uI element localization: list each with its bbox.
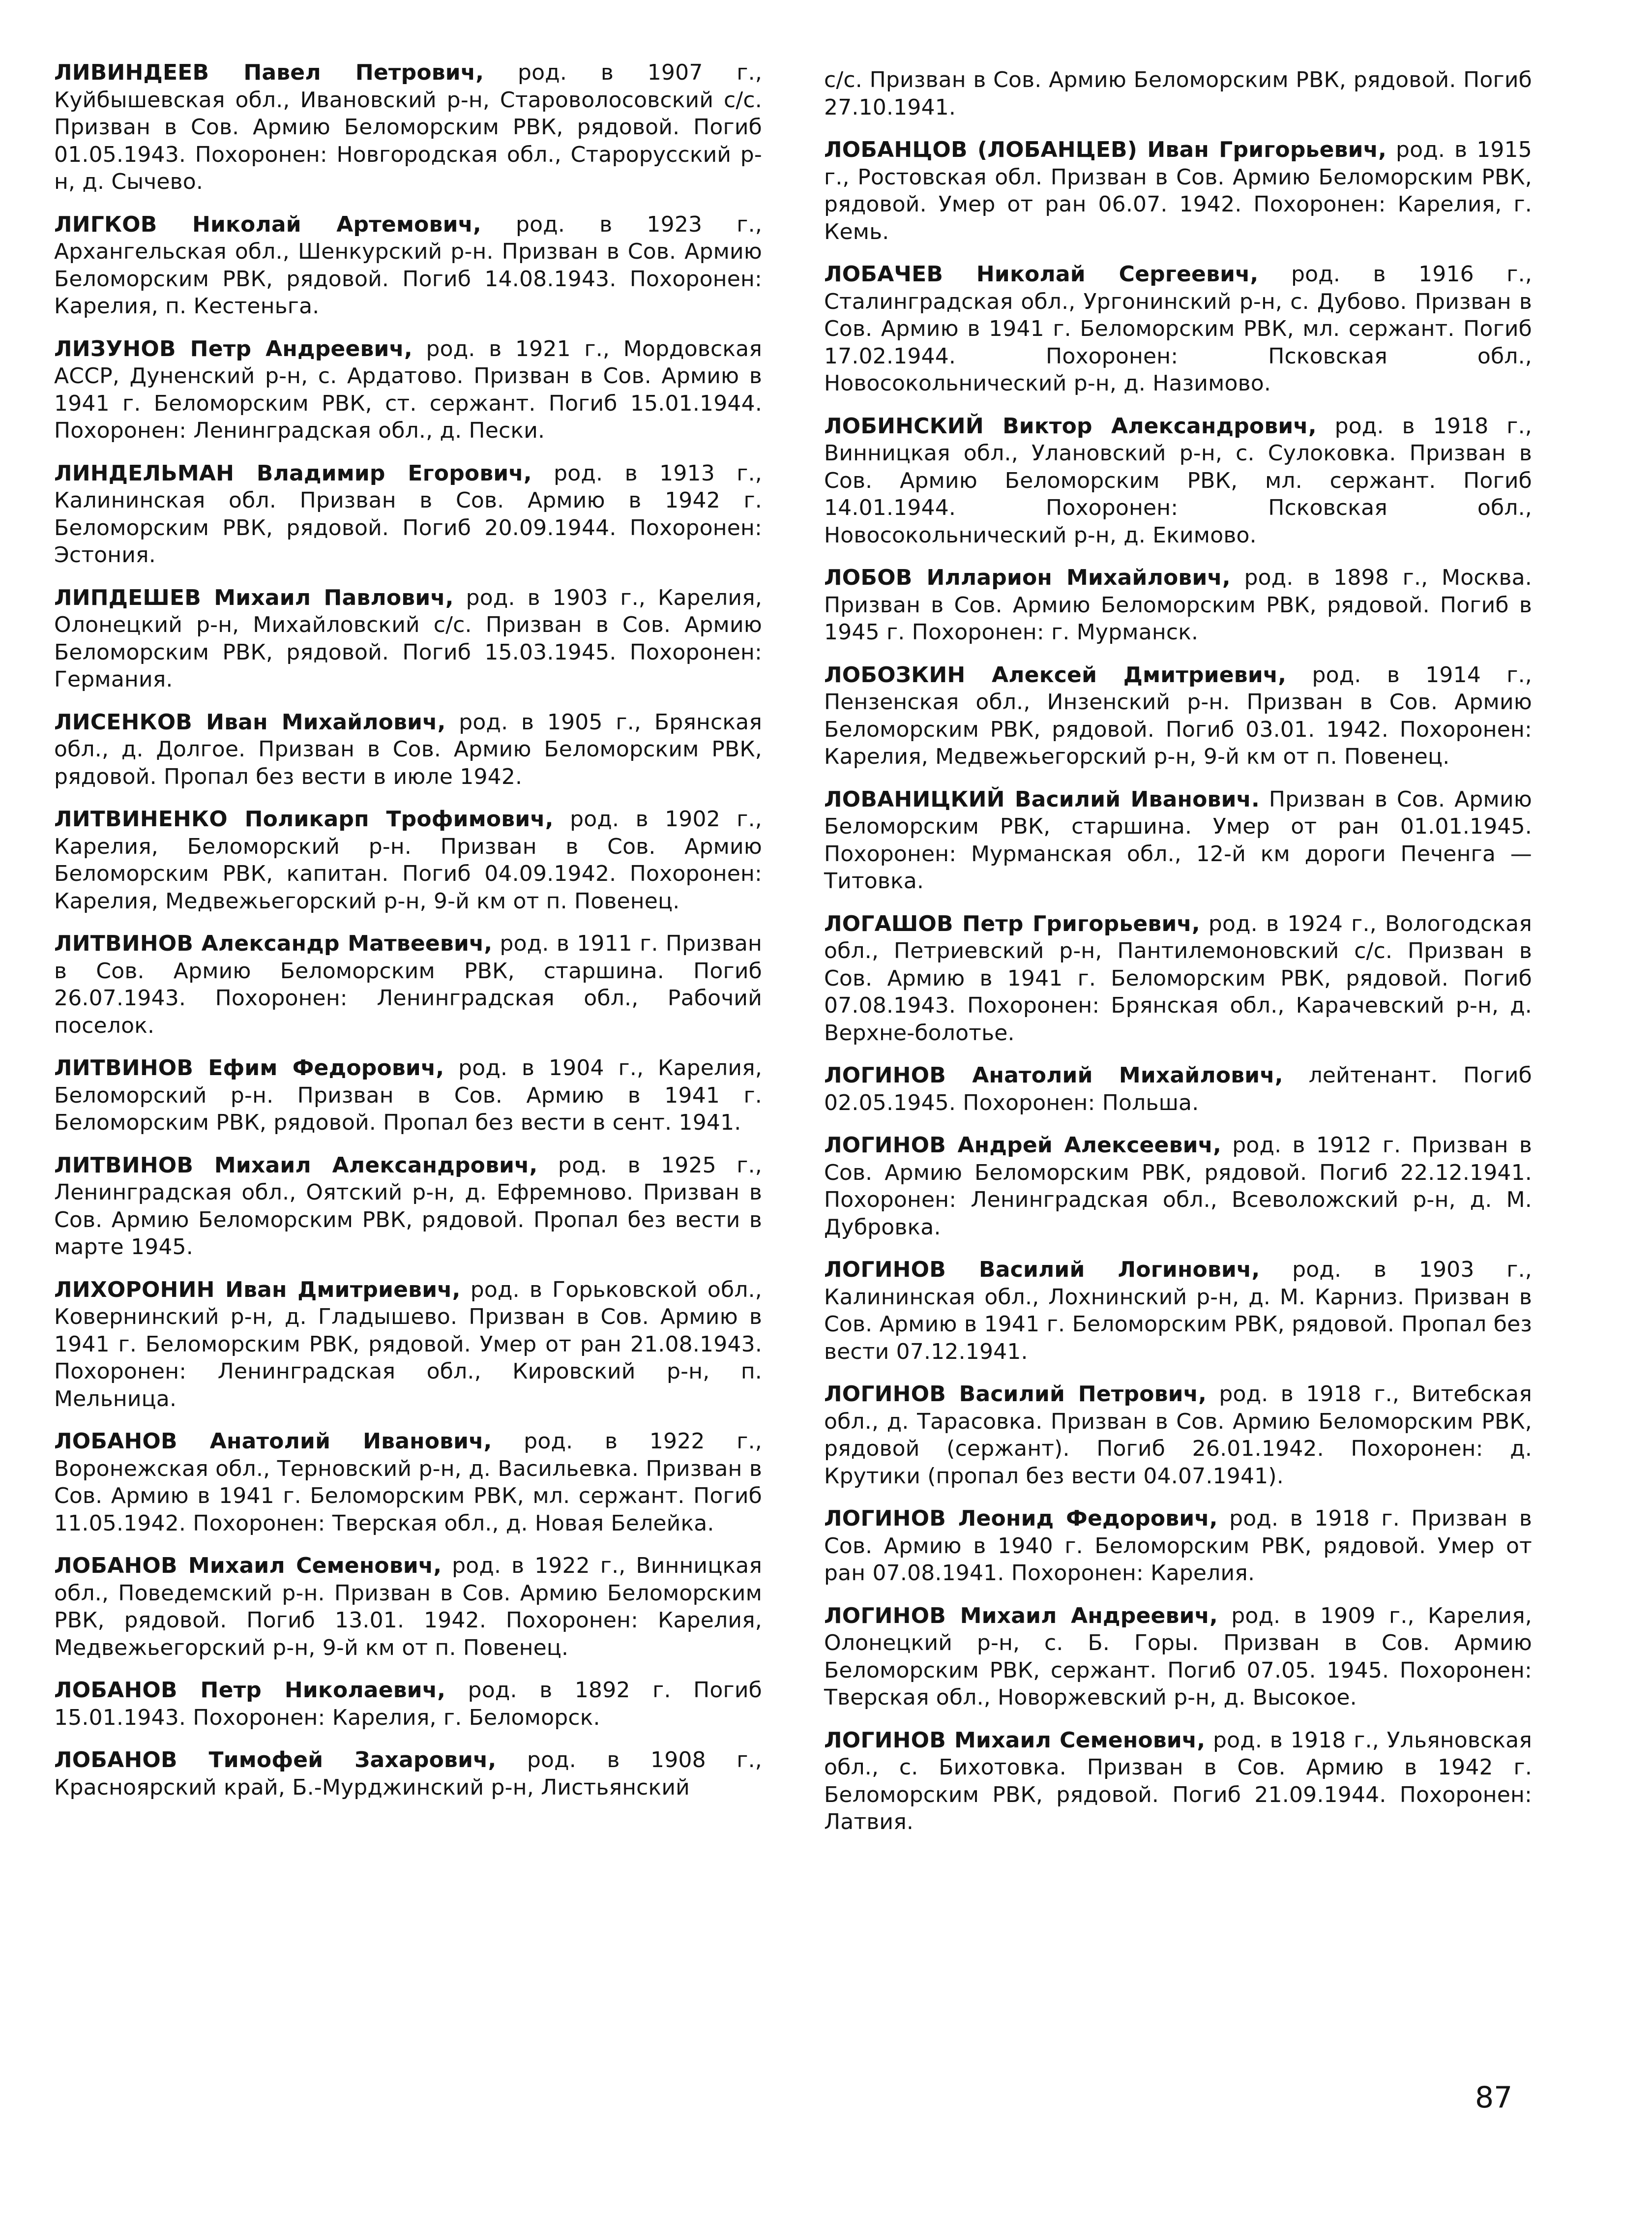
entry-text: род. в 1905 г., Брянская обл., д. Долгое. Призван в Сов. Армию Беломорским РВК, рядовой. Пропал без вести в июле 1942. [54,709,762,789]
person-name: ЛОГИНОВ Леонид Федорович, [824,1506,1218,1531]
person-name: ЛИСЕНКОВ Иван Михайлович, [54,709,446,735]
entry-text: род. в 1921 г., Мордовская АССР, Дуненский р-н, с. Ардатово. Призван в Сов. Армию в 1941 г. Беломорским РВК, ст. сержант. Погиб 15.01.1944. Похоронен: Ленинградская обл., д. Пески. [54,336,763,443]
entry-text: род. в 1908 г., Красноярский край, Б.-Мурджинский р-н, Листьянский [54,1747,762,1800]
person-name: ЛИХОРОНИН Иван Дмитриевич, [54,1277,461,1302]
biography-entry [824,786,1532,895]
person-name: ЛИГКОВ Николай Артемович, [54,211,481,237]
entry-text: род. в 1909 г., Карелия, Олонецкий р-н, с. Б. Горы. Призван в Сов. Армию Беломорским РВК, сержант. Погиб 07.05. 1945. Похоронен: Тверская обл., Новоржевский р-н, д. Высокое. [824,1603,1532,1710]
biography-entry [54,1746,762,1801]
person-name: ЛОГАШОВ Петр Григорьевич, [824,911,1200,936]
biography-entry [54,335,762,445]
biography-entry [824,136,1532,245]
biography-entry [54,211,762,320]
biography-entry [824,661,1532,771]
entry-text: род. в 1907 г., Куйбышевская обл., Ивановский р-н, Староволосовский с/с. Призван в Сов. Армию Беломорским РВК, рядовой. Погиб 01.05.1943. Похоронен: Новгородская обл., Старорусский р-н, д. Сычево. [54,60,763,194]
person-name: ЛОГИНОВ Василий Петрович, [824,1382,1207,1407]
person-name: ЛОБАНОВ Михаил Семенович, [54,1553,442,1578]
person-name: ЛОГИНОВ Михаил Семенович, [824,1727,1206,1753]
biography-entry [54,59,762,196]
person-name: ЛИВИНДЕЕВ Павел Петрович, [54,60,484,85]
page-number: 87 [1475,2080,1513,2115]
entry-text: род. в 1902 г., Карелия, Беломорский р-н. Призван в Сов. Армию Беломорским РВК, капитан. Погиб 04.09.1942. Похоронен: Карелия, Медвежьегорский р-н, 9-й км от п. Повенец. [54,807,762,914]
entry-text: род. в 1925 г., Ленинградская обл., Оятский р-н, д. Ефремново. Призван в Сов. Армию Беломорским РВК, рядовой. Пропал без вести в марте 1945. [54,1152,762,1260]
entry-text: род. в 1911 г. Призван в Сов. Армию Беломорским РВК, старшина. Погиб 26.07.1943. Похоронен: Ленинградская обл., Рабочий поселок. [54,931,762,1038]
person-name: ЛОБОЗКИН Алексей Дмитриевич, [824,662,1287,688]
person-name: ЛИТВИНЕНКО Поликарп Трофимович, [54,807,554,832]
person-name: ЛИПДЕШЕВ Михаил Павлович, [54,585,454,610]
biography-entry [54,1428,762,1537]
biography-entry [54,1276,762,1413]
entry-text: род. в 1918 г. Призван в Сов. Армию в 1940 г. Беломорским РВК, рядовой. Умер от ран 07.08.1941. Похоронен: Карелия. [824,1506,1532,1586]
person-name: ЛИТВИНОВ Михаил Александрович, [54,1152,538,1178]
biography-entry [54,930,762,1039]
biography-entry [824,1256,1532,1365]
biography-entry [824,413,1532,549]
person-name: ЛИТВИНОВ Александр Матвеевич, [54,931,493,956]
entry-text: род. в Горьковской обл., Ковернинский р-н, д. Гладышево. Призван в Сов. Армию в 1941 г. Беломорским РВК, рядовой. Умер от ран 21.08.1943. Похоронен: Ленинградская обл., Кировский р-н, п. Мельница. [54,1277,762,1412]
entry-text: род. в 1903 г., Карелия, Олонецкий р-н, Михайловский с/с. Призван в Сов. Армию Беломорским РВК, рядовой. Погиб 15.03.1945. Похоронен: Германия. [54,585,762,692]
right-column [824,66,1532,1851]
entry-text: род. в 1918 г., Ульяновская обл., с. Бихотовка. Призван в Сов. Армию в 1942 г. Беломорским РВК, рядовой. Погиб 21.09.1944. Похоронен: Латвия. [824,1727,1532,1834]
entry-text: род. в 1915 г., Ростовская обл. Призван в Сов. Армию Беломорским РВК, рядовой. Умер от ран 06.07. 1942. Похоронен: Карелия, г. Кемь. [824,137,1533,244]
biography-entry [54,1552,762,1661]
entry-text: род. в 1903 г., Калининская обл., Лохнинский р-н, д. М. Карниз. Призван в Сов. Армию в 1941 г. Беломорским РВК, рядовой. Пропал без вести 07.12.1941. [824,1257,1532,1364]
person-name: ЛОГИНОВ Анатолий Михайлович, [824,1063,1283,1088]
person-name: ЛОВАНИЦКИЙ Василий Иванович. [824,786,1260,812]
biography-entry [54,806,762,915]
person-name: ЛОГИНОВ Андрей Алексеевич, [824,1133,1221,1158]
biography-entry [824,261,1532,397]
entry-text: Призван в Сов. Армию Беломорским РВК, старшина. Умер от ран 01.01.1945. Похоронен: Мурманская обл., 12-й км дороги Печенга — Титовка. [824,786,1532,894]
entry-text: род. в 1914 г., Пензенская обл., Инзенский р-н. Призван в Сов. Армию Беломорским РВК, рядовой. Погиб 03.01. 1942. Похоронен: Карелия, Медвежьегорский р-н, 9-й км от п. Повенец. [824,662,1532,769]
entry-text: род. в 1918 г., Витебская обл., д. Тарасовка. Призван в Сов. Армию Беломорским РВК, рядовой (сержант). Погиб 26.01.1942. Похоронен: д. Крутики (пропал без вести 04.07.1941). [824,1382,1532,1489]
biography-entry [824,910,1532,1047]
entry-text: род. в 1892 г. Погиб 15.01.1943. Похоронен: Карелия, г. Беломорск. [54,1678,762,1730]
person-name: ЛОГИНОВ Василий Логинович, [824,1257,1260,1282]
biography-entry [824,1062,1532,1116]
biography-entry [824,1381,1532,1490]
person-name: ЛОБАНЦОВ (ЛОБАНЦЕВ) Иван Григорьевич, [824,137,1387,162]
entry-text: род. в 1924 г., Вологодская обл., Петриевский р-н, Пантилемоновский с/с. Призван в Сов. Армию в 1941 г. Беломорским РВК, рядовой. Погиб 07.08.1943. Похоронен: Брянская обл., Карачевский р-н, д. Верхне-болотье. [824,911,1532,1046]
person-name: ЛИЗУНОВ Петр Андреевич, [54,336,413,361]
person-name: ЛОГИНОВ Михаил Андреевич, [824,1603,1218,1628]
biography-entry [54,1152,762,1261]
entry-text: род. в 1913 г., Калининская обл. Призван в Сов. Армию в 1942 г. Беломорским РВК, рядовой. Погиб 20.09.1944. Похоронен: Эстония. [54,460,762,568]
entry-text: род. в 1922 г., Винницкая обл., Поведемский р-н. Призван в Сов. Армию Беломорским РВК, рядовой. Погиб 13.01. 1942. Похоронен: Карелия, Медвежьегорский р-н, 9-й км от п. Повенец. [54,1553,762,1660]
left-column [54,59,762,1816]
person-name: ЛИТВИНОВ Ефим Федорович, [54,1055,444,1081]
entry-text: род. в 1918 г., Винницкая обл., Улановский р-н, с. Сулоковка. Призван в Сов. Армию Беломорским РВК, мл. сержант. Погиб 14.01.1944. Похоронен: Псковская обл., Новосокольнический р-н, д. Екимово. [824,413,1532,548]
biography-entry [54,709,762,791]
person-name: ЛОБОВ Илларион Михайлович, [824,565,1231,590]
person-name: ЛОБАНОВ Петр Николаевич, [54,1678,446,1703]
biography-entry [824,1505,1532,1587]
entry-text: род. в 1912 г. Призван в Сов. Армию Беломорским РВК, рядовой. Погиб 22.12.1941. Похоронен: Ленинградская обл., Всеволожский р-н, д. М. Дубровка. [824,1133,1532,1240]
entry-text: с/с. Призван в Сов. Армию Беломорским РВК, рядовой. Погиб 27.10.1941. [824,67,1532,120]
biography-entry [824,1132,1532,1241]
entry-text: род. в 1904 г., Карелия, Беломорский р-н. Призван в Сов. Армию в 1941 г. Беломорским РВК, рядовой. Пропал без вести в сент. 1941. [54,1055,763,1135]
biography-entry [824,1602,1532,1712]
biography-entry [54,1677,762,1731]
biography-entry [54,460,762,569]
person-name: ЛОБАНОВ Тимофей Захарович, [54,1747,497,1772]
biography-entry [824,564,1532,646]
biography-entry [54,1054,762,1137]
biography-entry [54,584,762,693]
person-name: ЛОБАНОВ Анатолий Иванович, [54,1429,492,1454]
entry-text: род. в 1916 г., Сталинградская обл., Ургонинский р-н, с. Дубово. Призван в Сов. Армию в 1941 г. Беломорским РВК, мл. сержант. Погиб 17.02.1944. Похоронен: Псковская обл., Новосокольнический р-н, д. Назимово. [824,262,1533,396]
person-name: ЛОБАЧЕВ Николай Сергеевич, [824,262,1259,287]
entry-text: лейтенант. Погиб 02.05.1945. Похоронен: Польша. [824,1063,1532,1115]
person-name: ЛОБИНСКИЙ Виктор Александрович, [824,413,1317,439]
biography-entry [824,66,1532,121]
biography-entry [824,1727,1532,1836]
entry-text: род. в 1922 г., Воронежская обл., Терновский р-н, д. Васильевка. Призван в Сов. Армию в 1941 г. Беломорским РВК, мл. сержант. Погиб 11.05.1942. Похоронен: Тверская обл., д. Новая Белейка. [54,1429,762,1536]
entry-text: род. в 1898 г., Москва. Призван в Сов. Армию Беломорским РВК, рядовой. Погиб в 1945 г. Похоронен: г. Мурманск. [824,565,1532,645]
entry-text: род. в 1923 г., Архангельская обл., Шенкурский р-н. Призван в Сов. Армию Беломорским РВК, рядовой. Погиб 14.08.1943. Похоронен: Карелия, п. Кестеньга. [54,211,763,319]
person-name: ЛИНДЕЛЬМАН Владимир Егорович, [54,460,532,486]
